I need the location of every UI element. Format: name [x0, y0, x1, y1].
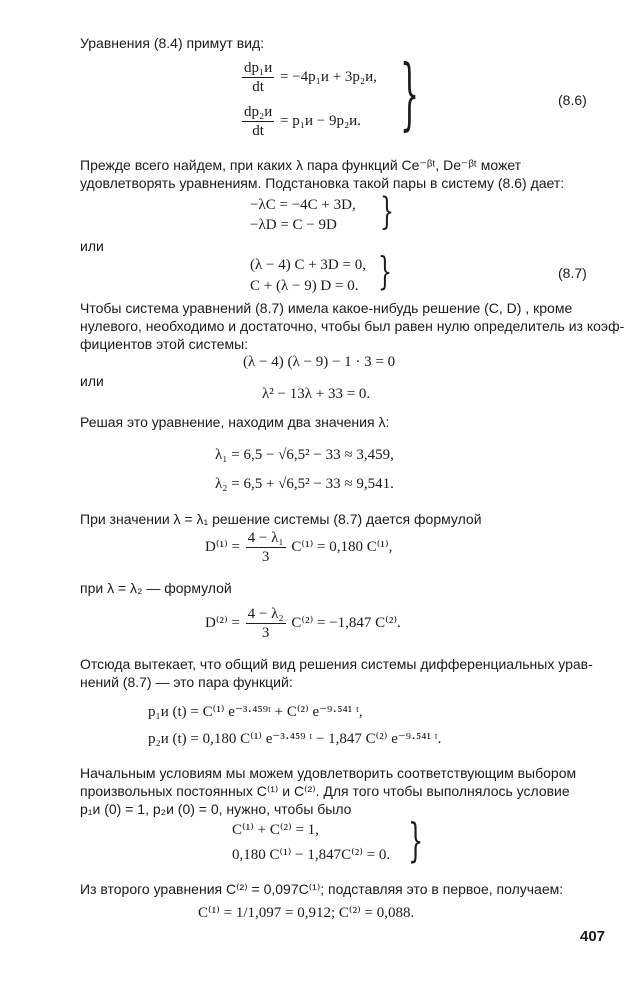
fraction-4-minus-lambda2 — [246, 606, 286, 641]
fraction-numerator: dp₂и — [244, 104, 273, 120]
fraction-numerator: 4 − λ₁ — [247, 530, 284, 546]
word-ili: или — [80, 238, 104, 254]
equation-line: −λC = −4C + 3D, — [250, 197, 356, 213]
quadratic-equation: λ² − 13λ + 33 = 0. — [262, 386, 371, 402]
fraction-denominator: 3 — [261, 549, 270, 565]
d2-equation — [205, 606, 401, 641]
paragraph-line: Из второго уравнения C⁽²⁾ = 0,097C⁽¹⁾; подставляя это в первое, получаем: — [80, 881, 564, 897]
lambda-2-equation: λ₂ = 6,5 + √6,5² − 33 ≈ 9,541. — [215, 476, 394, 492]
determinant-equation: (λ − 4) (λ − 9) − 1 · 3 = 0 — [243, 354, 396, 370]
solution-p1: p₁и (t) = C⁽¹⁾ e⁻³·⁴⁵⁹ᵗ + C⁽²⁾ e⁻⁹·⁵⁴¹ ᵗ, — [148, 704, 363, 720]
paragraph-line: Решая это уравнение, находим два значения λ: — [80, 414, 390, 430]
paragraph-intro: Уравнения (8.4) примут вид: — [80, 35, 265, 51]
paragraph-line: нулевого, необходимо и достаточно, чтобы был равен нулю определитель из коэф- — [80, 318, 625, 334]
paragraph-line: Начальным условиям мы можем удовлетворить соответствующим выбором — [80, 765, 577, 781]
equation-rhs: = −4p₁и + 3p₂и, — [280, 68, 377, 85]
fraction-dp2-dt — [242, 104, 274, 139]
paragraph-line: нений (8.7) — это пара функций: — [80, 674, 293, 690]
right-brace-icon: } — [400, 50, 420, 142]
fraction-dp1-dt — [242, 60, 274, 95]
fraction-denominator: dt — [252, 79, 264, 95]
paragraph-line: при λ = λ₂ — формулой — [80, 580, 232, 596]
initial-condition-line: 0,180 C⁽¹⁾ − 1,847C⁽²⁾ = 0. — [232, 847, 391, 863]
page-number: 407 — [580, 928, 606, 945]
d1-equation — [205, 530, 392, 565]
final-result: C⁽¹⁾ = 1/1,097 = 0,912; C⁽²⁾ = 0,088. — [198, 905, 415, 921]
paragraph-line: Чтобы система уравнений (8.7) имела какое-нибудь решение (C, D) , кроме — [80, 300, 573, 316]
equation-8-7-line-2: C + (λ − 9) D = 0. — [250, 278, 359, 294]
paragraph-line: Отсюда вытекает, что общий вид решения системы дифференциальных урав- — [80, 656, 593, 672]
fraction-4-minus-lambda1 — [246, 530, 286, 565]
equation-tag: (8.6) — [558, 92, 587, 108]
paragraph-line: удовлетворять уравнениям. Подстановка такой пары в систему (8.6) дает: — [80, 175, 565, 191]
solution-p2: p₂и (t) = 0,180 C⁽¹⁾ e⁻³·⁴⁵⁹ ᵗ − 1,847 C⁽²⁾ e⁻⁹·⁵⁴¹ ᵗ. — [148, 731, 442, 747]
right-brace-icon: } — [380, 191, 394, 235]
equation-rhs: C⁽²⁾ = −1,847 C⁽²⁾. — [291, 614, 401, 631]
fraction-numerator: dp₁и — [244, 60, 273, 76]
paragraph-line: произвольных постоянных C⁽¹⁾ и C⁽²⁾. Для того чтобы выполнялось условие — [80, 783, 570, 799]
fraction-denominator: 3 — [261, 625, 270, 641]
equation-rhs: C⁽¹⁾ = 0,180 C⁽¹⁾, — [291, 538, 393, 555]
right-brace-icon: } — [408, 814, 424, 868]
fraction-denominator: dt — [252, 123, 264, 139]
lambda-1-equation: λ₁ = 6,5 − √6,5² − 33 ≈ 3,459, — [215, 447, 394, 463]
equation-lhs: D⁽¹⁾ = — [205, 538, 240, 555]
paragraph-line: Прежде всего найдем, при каких λ пара функций Ce⁻ᵝᵗ, De⁻ᵝᵗ может — [80, 157, 522, 173]
equation-8-6-line-2 — [240, 104, 361, 139]
paragraph-line: p₁и (0) = 1, p₂и (0) = 0, нужно, чтобы было — [80, 801, 352, 817]
equation-8-7-line-1: (λ − 4) C + 3D = 0, — [250, 257, 366, 273]
word-ili: или — [80, 373, 104, 389]
initial-condition-line: C⁽¹⁾ + C⁽²⁾ = 1, — [232, 822, 319, 838]
equation-line: −λD = C − 9D — [250, 217, 337, 233]
right-brace-icon: } — [378, 250, 392, 295]
paragraph-line: фициентов этой системы: — [80, 336, 249, 352]
equation-rhs: = p₁и − 9p₂и. — [280, 112, 361, 129]
equation-tag: (8.7) — [558, 265, 587, 281]
fraction-numerator: 4 − λ₂ — [247, 606, 284, 622]
equation-lhs: D⁽²⁾ = — [205, 614, 240, 631]
paragraph-line: При значении λ = λ₁ решение системы (8.7) дается формулой — [80, 511, 482, 527]
equation-8-6-line-1 — [240, 60, 377, 95]
